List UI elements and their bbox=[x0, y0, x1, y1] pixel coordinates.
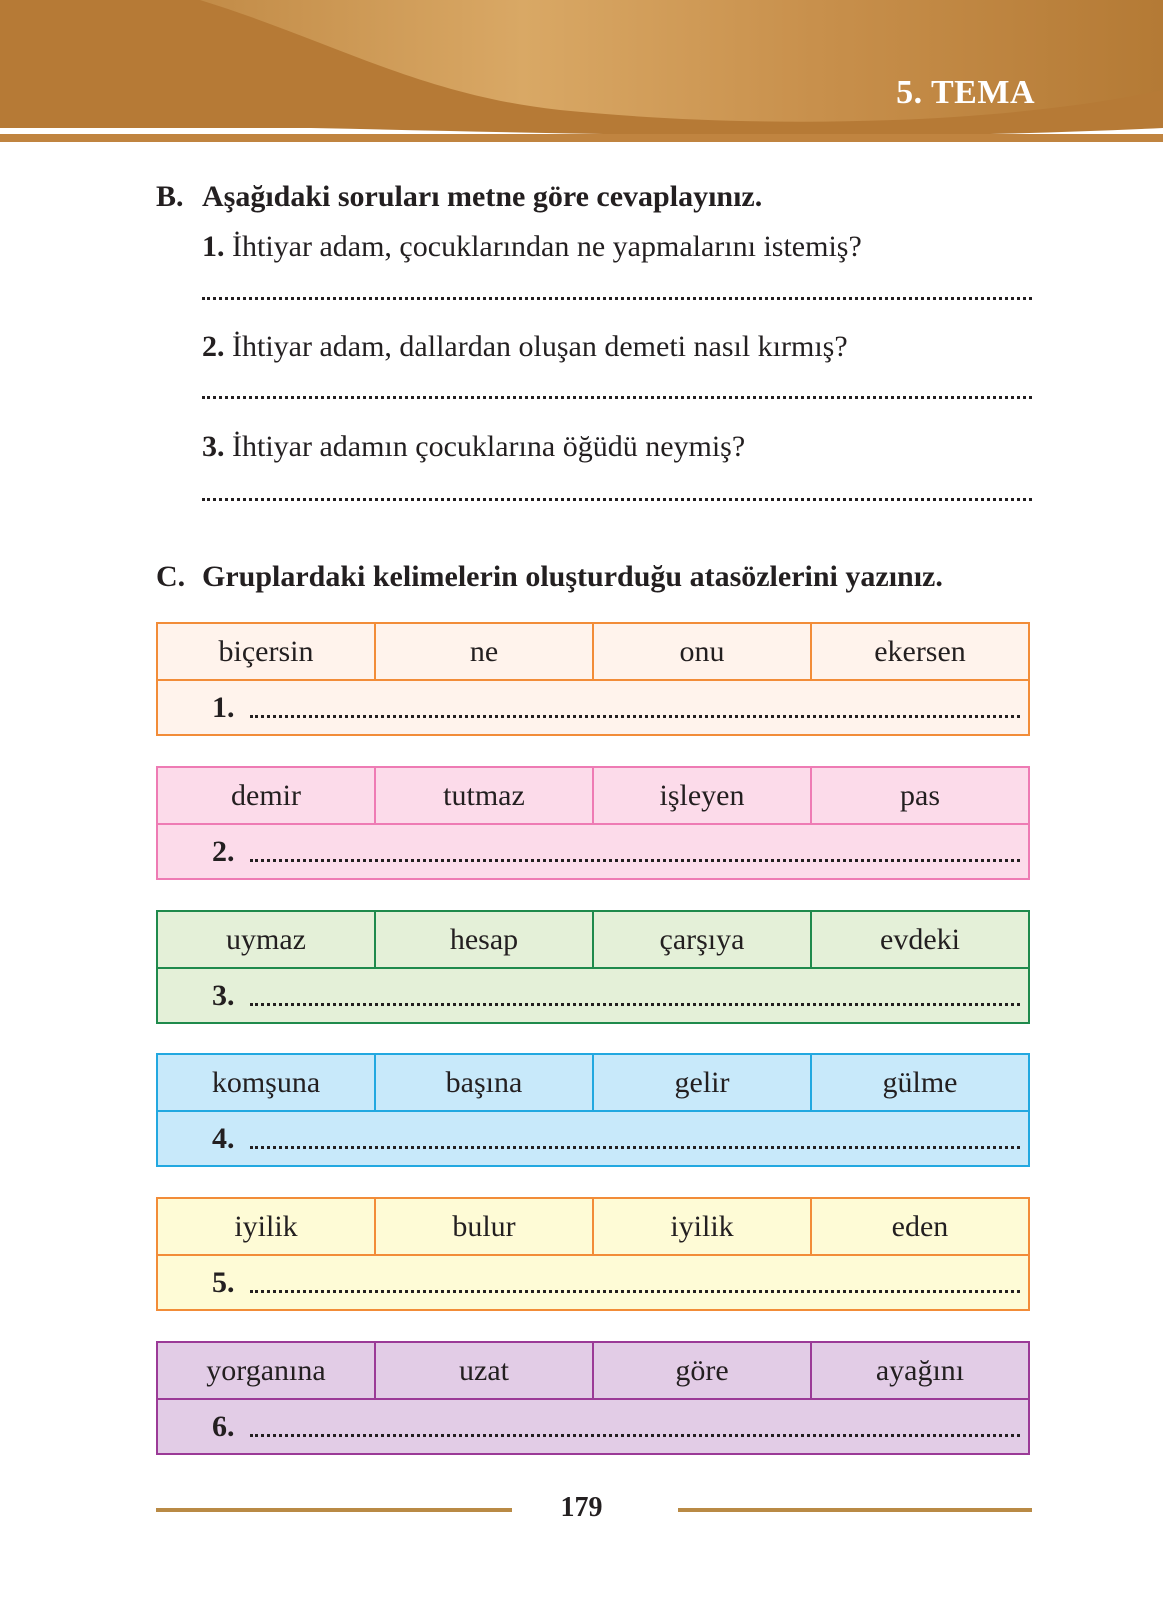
answer-row bbox=[158, 969, 1028, 1022]
answer-line[interactable] bbox=[250, 1132, 1020, 1149]
word-cell: pas bbox=[900, 778, 940, 812]
question-2 bbox=[202, 330, 848, 364]
word-cell: bulur bbox=[376, 1199, 594, 1254]
answer-number: 3. bbox=[212, 979, 235, 1012]
word-cell: başına bbox=[376, 1055, 594, 1110]
word-row bbox=[158, 624, 1028, 681]
question-1 bbox=[202, 230, 862, 264]
word-row bbox=[158, 912, 1028, 969]
answer-row bbox=[158, 1400, 1028, 1453]
answer-number: 4. bbox=[212, 1122, 235, 1155]
word-group-5 bbox=[156, 1197, 1030, 1311]
word-cell: uzat bbox=[376, 1343, 594, 1398]
page-number: 179 bbox=[560, 1492, 603, 1523]
word-cell: hesap bbox=[376, 912, 594, 967]
word-cell: ayağını bbox=[875, 1353, 965, 1387]
word-cell: eden bbox=[891, 1209, 949, 1243]
answer-number: 1. bbox=[212, 691, 235, 724]
answer-line[interactable] bbox=[250, 845, 1020, 862]
word-cell: iyilik bbox=[158, 1199, 376, 1254]
word-cell: gelir bbox=[594, 1055, 812, 1110]
section-b-title bbox=[156, 180, 762, 214]
question-number: 1. bbox=[202, 230, 225, 263]
word-cell: yorganına bbox=[158, 1343, 376, 1398]
answer-number: 5. bbox=[212, 1266, 235, 1299]
word-cell: çarşıya bbox=[594, 912, 812, 967]
section-c-title bbox=[156, 560, 943, 594]
word-group-2 bbox=[156, 766, 1030, 880]
word-row bbox=[158, 1199, 1028, 1256]
section-b-letter: B. bbox=[156, 180, 184, 213]
question-number: 3. bbox=[202, 430, 225, 463]
answer-number: 2. bbox=[212, 835, 235, 868]
answer-line-2[interactable] bbox=[202, 386, 1032, 399]
section-b-heading: Aşağıdaki soruları metne göre cevaplayınız. bbox=[202, 180, 763, 213]
word-group-6 bbox=[156, 1341, 1030, 1455]
word-cell: gülme bbox=[882, 1065, 958, 1099]
question-text: İhtiyar adam, dallardan oluşan demeti nasıl kırmış? bbox=[232, 330, 848, 363]
word-cell: iyilik bbox=[594, 1199, 812, 1254]
word-cell: işleyen bbox=[594, 768, 812, 823]
question-number: 2. bbox=[202, 330, 225, 363]
answer-line[interactable] bbox=[250, 1420, 1020, 1437]
answer-number: 6. bbox=[212, 1410, 235, 1443]
section-c-heading: Gruplardaki kelimelerin oluşturduğu atasözlerini yazınız. bbox=[202, 560, 943, 593]
header-banner bbox=[0, 0, 1163, 150]
word-group-4 bbox=[156, 1053, 1030, 1167]
theme-label: 5. TEMA bbox=[896, 74, 1035, 111]
word-cell: ekersen bbox=[874, 634, 966, 668]
section-c-letter: C. bbox=[156, 560, 186, 593]
word-cell: ne bbox=[376, 624, 594, 679]
question-3 bbox=[202, 430, 745, 464]
word-row bbox=[158, 1055, 1028, 1112]
answer-row bbox=[158, 1112, 1028, 1165]
word-group-1 bbox=[156, 622, 1030, 736]
word-cell: evdeki bbox=[880, 922, 960, 956]
answer-row bbox=[158, 825, 1028, 878]
word-cell: demir bbox=[158, 768, 376, 823]
word-group-3 bbox=[156, 910, 1030, 1024]
question-text: İhtiyar adam, çocuklarından ne yapmalarını istemiş? bbox=[232, 230, 862, 263]
word-row bbox=[158, 1343, 1028, 1400]
footer-rule-right bbox=[678, 1508, 1032, 1512]
answer-line[interactable] bbox=[250, 1276, 1020, 1293]
answer-line[interactable] bbox=[250, 701, 1020, 718]
answer-line-3[interactable] bbox=[202, 488, 1032, 501]
word-cell: göre bbox=[594, 1343, 812, 1398]
answer-line[interactable] bbox=[250, 989, 1020, 1006]
word-cell: onu bbox=[594, 624, 812, 679]
word-cell: komşuna bbox=[158, 1055, 376, 1110]
word-cell: uymaz bbox=[158, 912, 376, 967]
question-text: İhtiyar adamın çocuklarına öğüdü neymiş? bbox=[232, 430, 746, 463]
answer-line-1[interactable] bbox=[202, 287, 1032, 300]
answer-row bbox=[158, 1256, 1028, 1309]
word-cell: tutmaz bbox=[376, 768, 594, 823]
word-row bbox=[158, 768, 1028, 825]
word-cell: biçersin bbox=[158, 624, 376, 679]
answer-row bbox=[158, 681, 1028, 734]
